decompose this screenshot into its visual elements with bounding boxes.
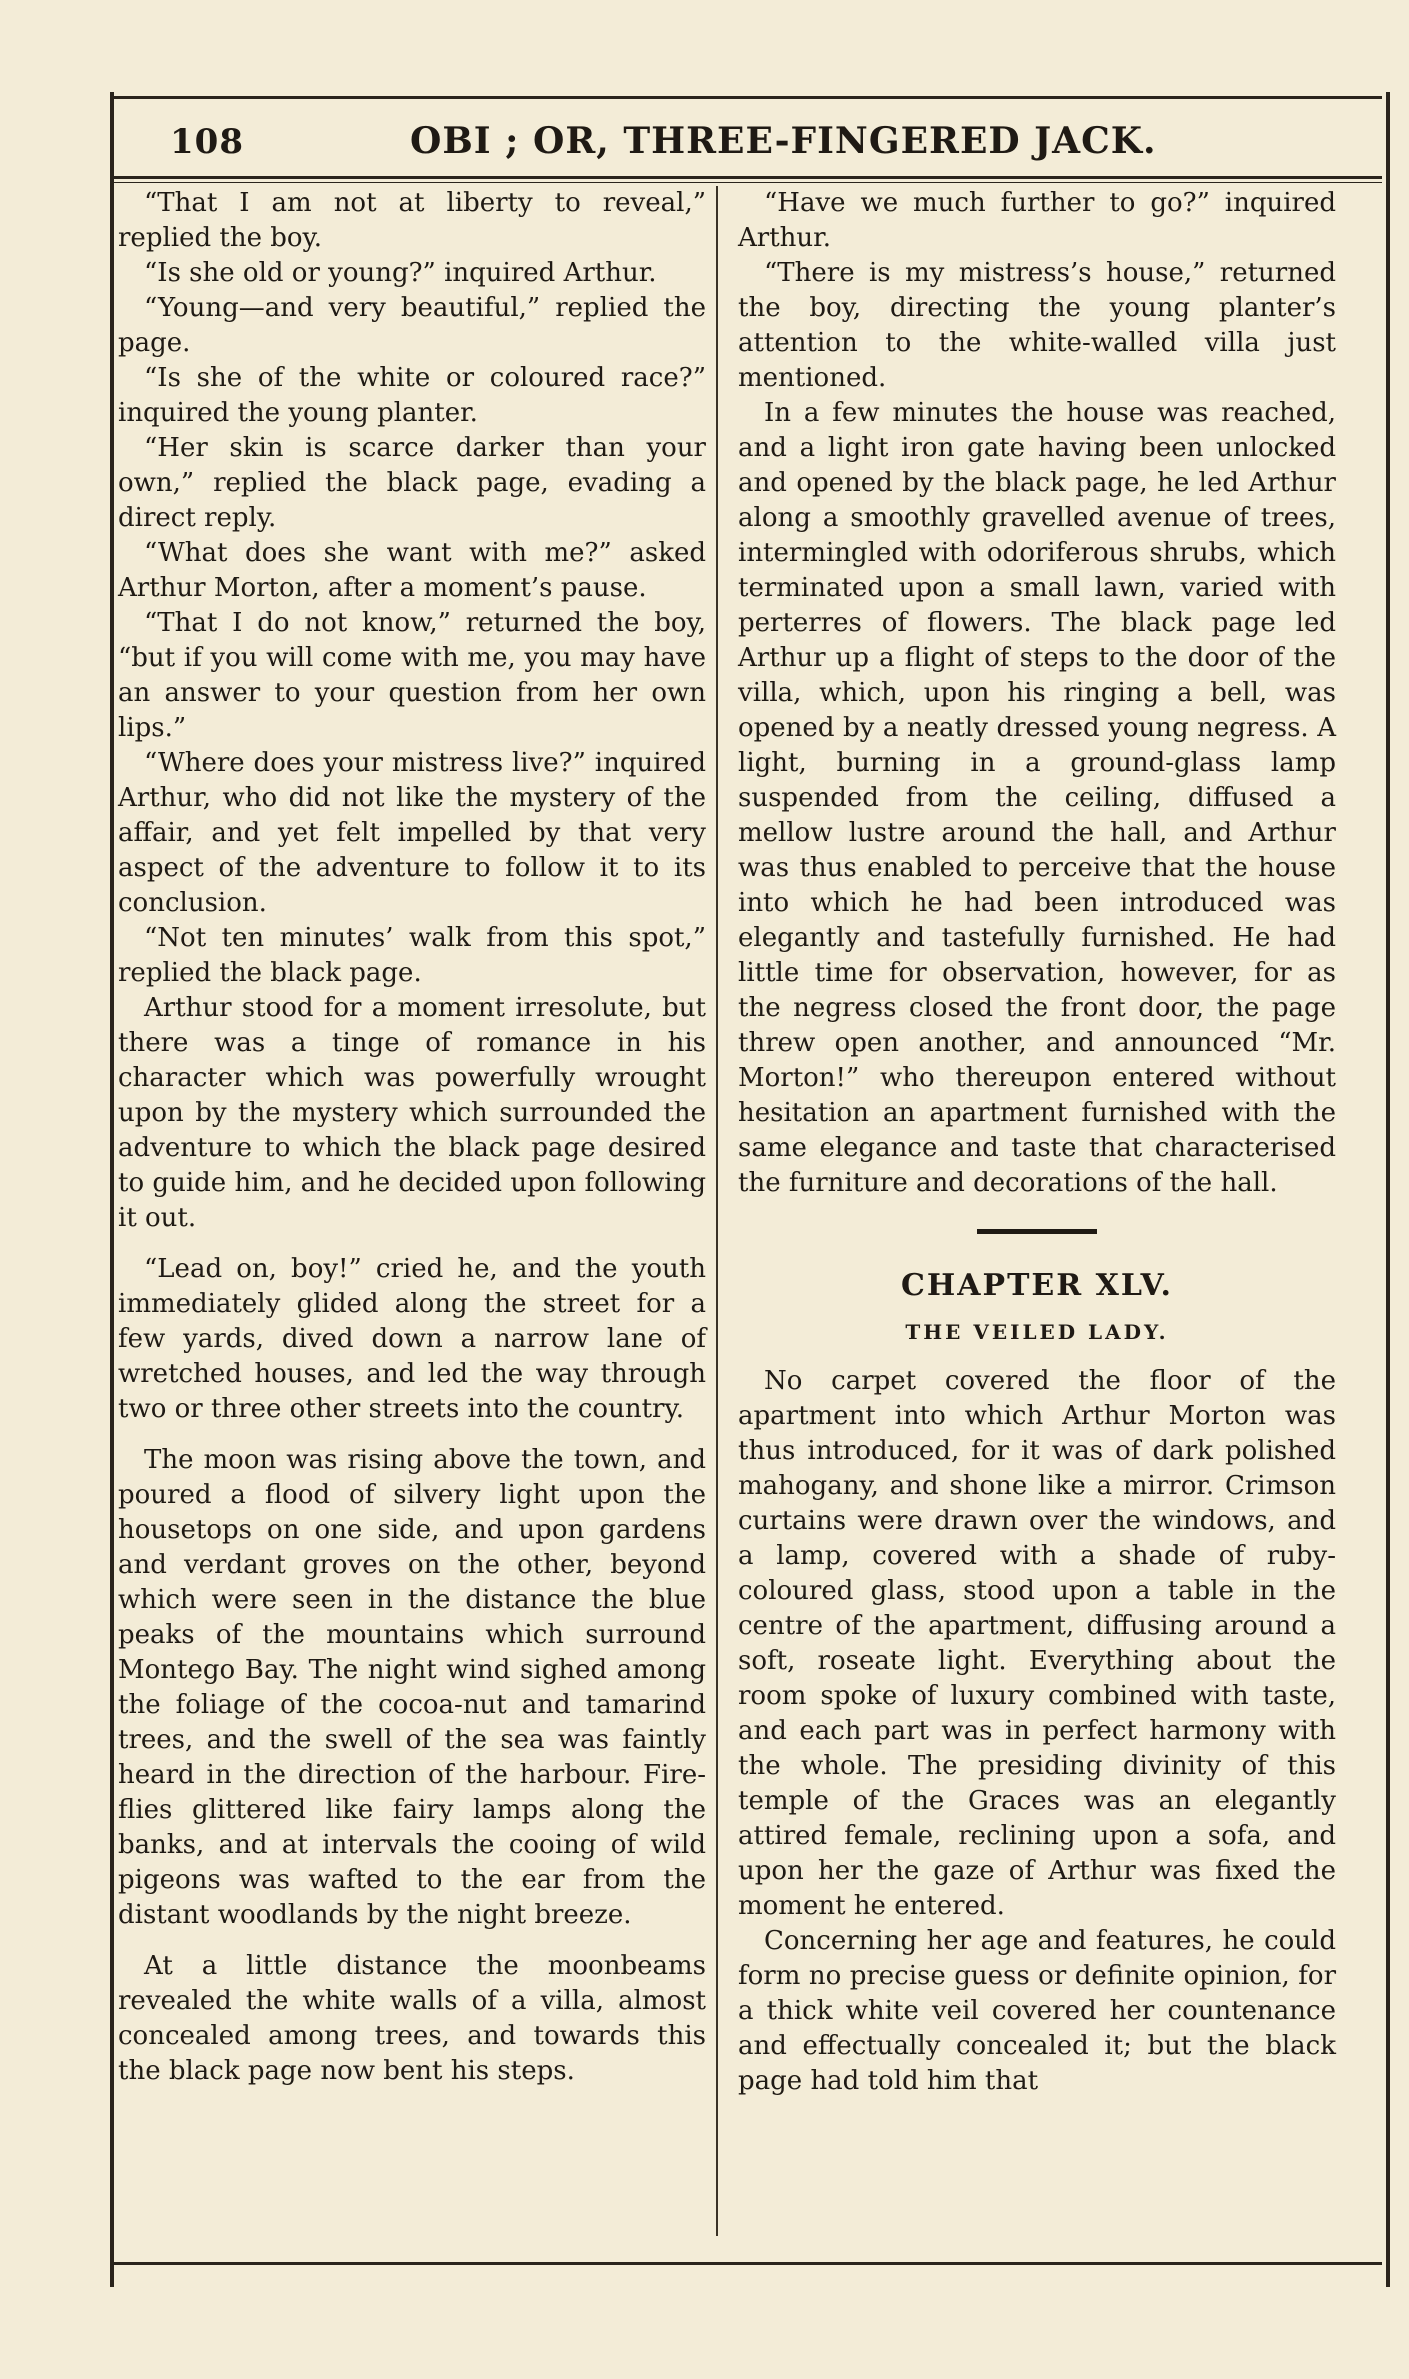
chapter-heading: CHAPTER XLV. — [901, 1268, 1173, 1303]
paragraph: In a few minutes the house was reached, and a light iron gate having been unlocked and opened by the black page, he led Arthur along a smoothly gravelled avenue of trees, intermingled with odoriferous shrubs, which terminated upon a small lawn, varied with perterres of flowers. The black page led Arthur up a flight of steps to the door of the villa, which, upon his ringing a bell, was opened by a neatly dressed young negress. A light, burning in a ground-glass lamp suspended from the ceiling, diffused a mellow lustre around the hall, and Arthur was thus enabled to perceive that the house into which he had been introduced was elegantly and tastefully furnished. He had little time for observation, however, for as the negress closed the front door, the page threw open another, and announced “Mr. Morton!” who thereupon entered without hesitation an apartment furnished with the same elegance and taste that characterised the furniture and decorations of the hall. — [738, 398, 1336, 1198]
paragraph: Concerning her age and features, he could form no precise guess or definite opinion, for a thick white veil covered her countenance and effectually concealed it; but the black page had told him that — [738, 1926, 1336, 2096]
paragraph: “Is she of the white or coloured race?” inquired the young planter. — [118, 363, 706, 428]
top-rule — [110, 96, 1382, 99]
paragraph: “That I do not know,” returned the boy, “but if you will come with me, you may have an answer to your question from her own lips.” — [118, 608, 706, 743]
paragraph: Arthur stood for a moment irresolute, but there was a tinge of romance in his character which was powerfully wrought upon by the mystery which surrounded the adventure to which the black page desired to guide him, and he decided upon following it out. — [118, 993, 706, 1233]
chapter-subtitle: THE VEILED LADY. — [905, 1320, 1169, 1344]
paragraph: “Not ten minutes’ walk from this spot,” replied the black page. — [118, 923, 706, 988]
header-rule — [110, 176, 1382, 179]
paragraph: “That I am not at liberty to reveal,” replied the boy. — [118, 188, 706, 253]
chapter-rule — [977, 1229, 1097, 1234]
header-rule-thin — [110, 182, 1382, 183]
paragraph: “Lead on, boy!” cried he, and the youth immediately glided along the street for a few yards, dived down a narrow lane of wretched houses, and led the way through two or three other streets into the country. — [118, 1254, 706, 1424]
column-divider — [716, 186, 718, 2236]
left-column — [118, 186, 706, 2236]
paragraph: “Young—and very beautiful,” replied the page. — [118, 293, 706, 358]
paragraph: No carpet covered the floor of the apartment into which Arthur Morton was thus introduced, for it was of dark polished mahogany, and shone like a mirror. Crimson curtains were drawn over the windows, and a lamp, covered with a shade of ruby-coloured glass, stood upon a table in the centre of the apartment, diffusing around a soft, roseate light. Everything about the room spoke of luxury combined with taste, and each part was in perfect harmony with the whole. The presiding divinity of this temple of the Graces was an elegantly attired female, reclining upon a sofa, and upon her the gaze of Arthur was fixed the moment he entered. — [738, 1366, 1336, 1921]
paragraph: “Is she old or young?” inquired Arthur. — [144, 258, 657, 288]
right-column — [738, 186, 1336, 2236]
paragraph: “What does she want with me?” asked Arthur Morton, after a moment’s pause. — [118, 538, 706, 603]
paragraph: “Her skin is scarce darker than your own,” replied the black page, evading a direct reply. — [118, 433, 706, 533]
paragraph: “There is my mistress’s house,” returned the boy, directing the young planter’s attention to the white-walled villa just mentioned. — [738, 258, 1336, 393]
paragraph: The moon was rising above the town, and poured a flood of silvery light upon the housetops on one side, and upon gardens and verdant groves on the other, beyond which were seen in the distance the blue peaks of the mountains which surround Montego Bay. The night wind sighed among the foliage of the cocoa-nut and tamarind trees, and the swell of the sea was faintly heard in the direction of the harbour. Fire-flies glittered like fairy lamps along the banks, and at intervals the cooing of wild pigeons was wafted to the ear from the distant woodlands by the night breeze. — [118, 1445, 706, 1930]
bottom-rule — [110, 2262, 1382, 2265]
paragraph: At a little distance the moonbeams revealed the white walls of a villa, almost concealed among trees, and towards this the black page now bent his steps. — [118, 1951, 706, 2086]
running-title: OBI ; OR, THREE-FINGERED JACK. — [410, 120, 1157, 162]
paragraph: “Have we much further to go?” inquired Arthur. — [738, 188, 1336, 253]
page-header — [130, 112, 1360, 174]
page-number: 108 — [170, 122, 244, 162]
paragraph: “Where does your mistress live?” inquired Arthur, who did not like the mystery of the affair, and yet felt impelled by that very aspect of the adventure to follow it to its conclusion. — [118, 748, 706, 918]
